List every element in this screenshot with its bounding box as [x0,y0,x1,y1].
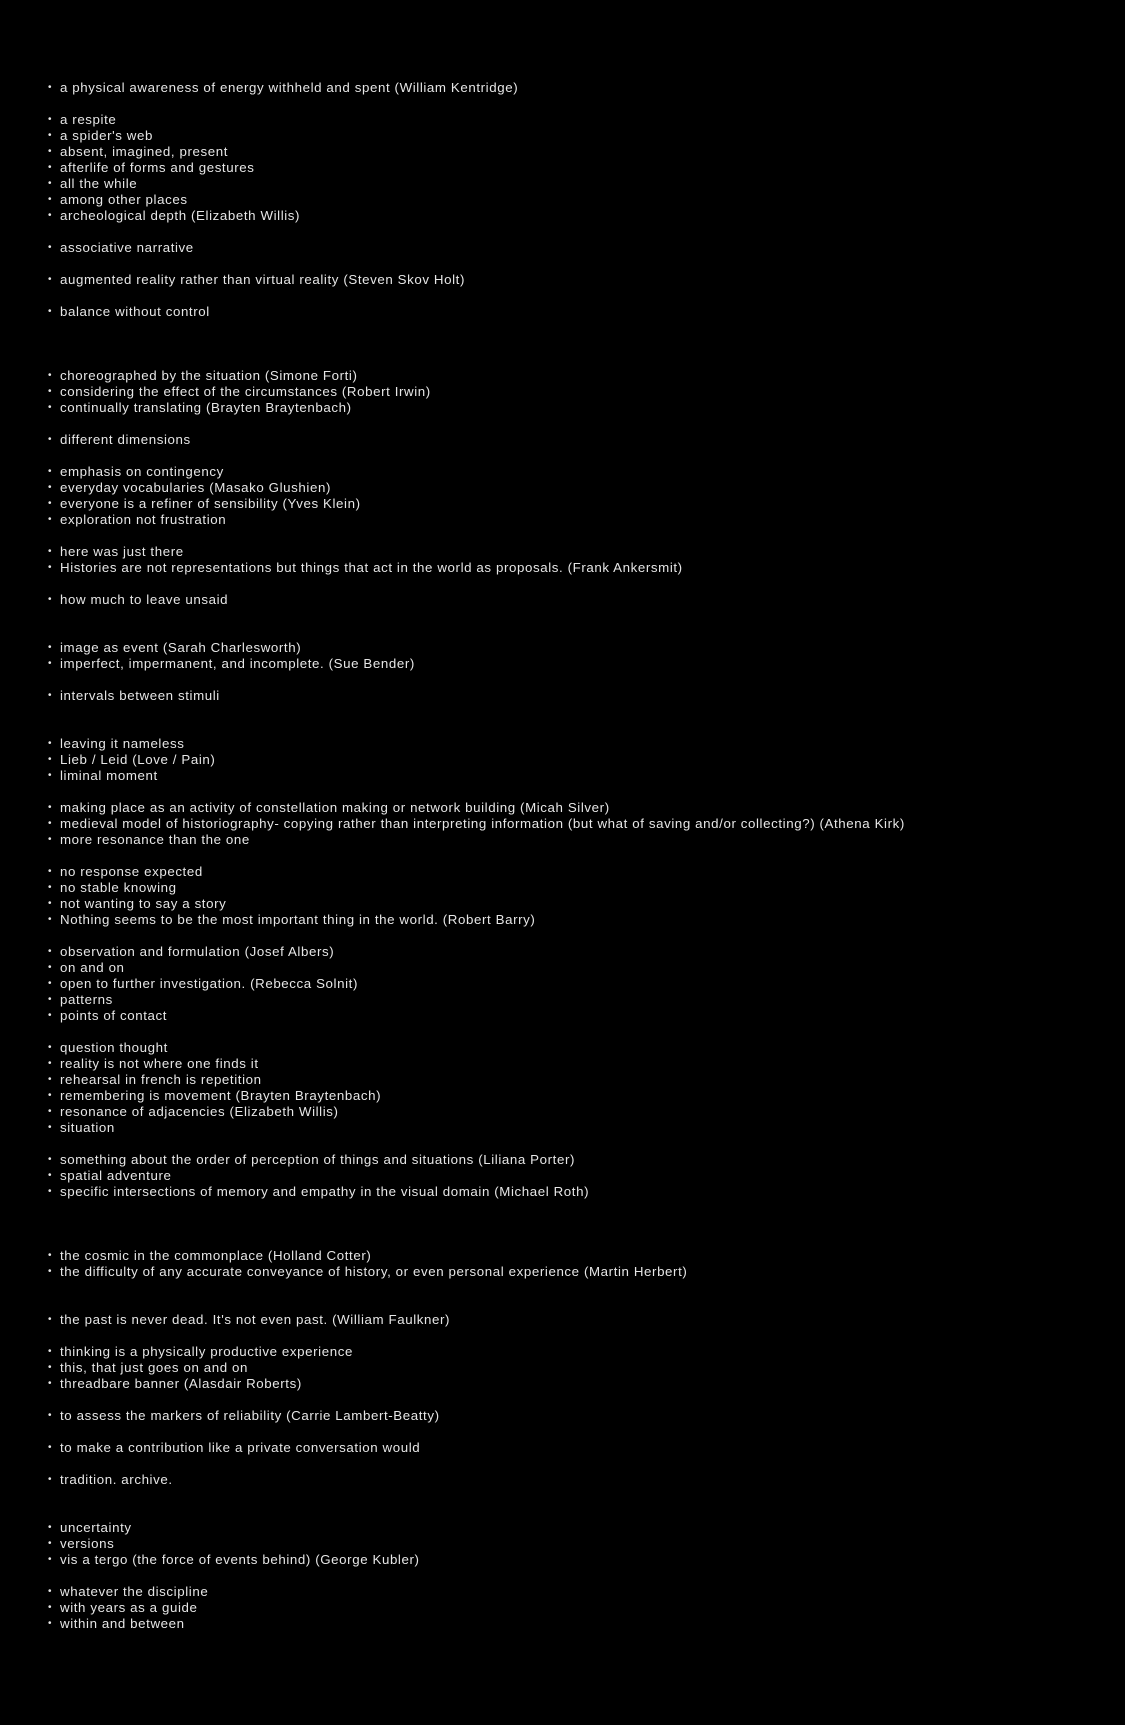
list-item [48,1408,1125,1424]
list-item-text: situation [60,1120,115,1135]
list-item [48,592,1125,608]
list-item-text: tradition. archive. [60,1472,173,1487]
list-item-text: emphasis on contingency [60,464,224,479]
bullet-icon: • [48,754,53,765]
bullet-icon: • [48,1554,53,1565]
bullet-icon: • [48,482,53,493]
list-gap [48,1216,1125,1232]
list-item [48,800,1125,816]
list-item [48,816,1125,832]
bullet-icon: • [48,466,53,477]
list-gap [48,848,1125,864]
list-item [48,1536,1125,1552]
list-item-text: versions [60,1536,115,1551]
list-gap [48,224,1125,240]
bullet-icon: • [48,306,53,317]
list-gap [48,96,1125,112]
list-gap [48,1280,1125,1296]
list-item [48,1040,1125,1056]
list-item-text: patterns [60,992,113,1007]
list-item-text: more resonance than the one [60,832,250,847]
list-gap [48,352,1125,368]
list-item-text: vis a tergo (the force of events behind) (George Kubler) [60,1552,420,1567]
list-item [48,496,1125,512]
list-item-text: no stable knowing [60,880,177,895]
list-item-text: everyone is a refiner of sensibility (Yves Klein) [60,496,361,511]
bullet-icon: • [48,882,53,893]
list-gap [48,320,1125,336]
list-item [48,560,1125,576]
list-gap [48,448,1125,464]
list-item-text: the difficulty of any accurate conveyance of history, or even personal experience (Martin Herbert) [60,1264,688,1279]
list-gap [48,1424,1125,1440]
bullet-icon: • [48,1362,53,1373]
list-item-text: here was just there [60,544,184,559]
list-item [48,512,1125,528]
bullet-icon: • [48,1602,53,1613]
bullet-icon: • [48,162,53,173]
list-item-text: augmented reality rather than virtual reality (Steven Skov Holt) [60,272,465,287]
list-item [48,752,1125,768]
bullet-icon: • [48,386,53,397]
list-item [48,656,1125,672]
list-item-text: medieval model of historiography- copying rather than interpreting information (but what of saving and/or collecting?) (Athena Kirk) [60,816,905,831]
list-item-text: open to further investigation. (Rebecca Solnit) [60,976,358,991]
bullet-icon: • [48,498,53,509]
list-gap [48,336,1125,352]
list-item [48,480,1125,496]
list-item-text: considering the effect of the circumstances (Robert Irwin) [60,384,431,399]
list-item [48,1312,1125,1328]
bullet-icon: • [48,1586,53,1597]
bullet-icon: • [48,546,53,557]
bullet-icon: • [48,562,53,573]
list-item [48,176,1125,192]
bullet-icon: • [48,962,53,973]
list-item [48,1472,1125,1488]
list-item [48,192,1125,208]
list-item-text: points of contact [60,1008,168,1023]
bullet-icon: • [48,802,53,813]
bullet-icon: • [48,1314,53,1325]
list-item [48,1616,1125,1632]
list-item-text: the past is never dead. It's not even past. (William Faulkner) [60,1312,451,1327]
list-item-text: thinking is a physically productive experience [60,1344,353,1359]
list-item [48,896,1125,912]
bullet-icon: • [48,82,53,93]
list-item-text: archeological depth (Elizabeth Willis) [60,208,301,223]
bullet-icon: • [48,210,53,221]
bullet-icon: • [48,866,53,877]
list-item [48,1120,1125,1136]
bullet-icon: • [48,130,53,141]
list-item [48,128,1125,144]
list-item [48,160,1125,176]
bullet-icon: • [48,1442,53,1453]
list-item-text: Histories are not representations but things that act in the world as proposals. (Frank Ankersmit) [60,560,683,575]
list-item [48,768,1125,784]
list-item [48,1104,1125,1120]
list-gap [48,1456,1125,1472]
list-item [48,640,1125,656]
bullet-icon: • [48,738,53,749]
list-item [48,880,1125,896]
list-item-text: all the while [60,176,138,191]
list-item-text: something about the order of perception of things and situations (Liliana Porter) [60,1152,576,1167]
list-item [48,304,1125,320]
list-gap [48,416,1125,432]
list-item-text: to assess the markers of reliability (Carrie Lambert-Beatty) [60,1408,440,1423]
list-item [48,944,1125,960]
bullet-icon: • [48,242,53,253]
bullet-icon: • [48,770,53,781]
list-item [48,1264,1125,1280]
list-item-text: leaving it nameless [60,736,185,751]
list-gap [48,1136,1125,1152]
bullet-icon: • [48,994,53,1005]
bullet-icon: • [48,1250,53,1261]
list-item [48,1168,1125,1184]
bullet-icon: • [48,1474,53,1485]
list-item [48,960,1125,976]
list-item-text: the cosmic in the commonplace (Holland Cotter) [60,1248,372,1263]
list-gap [48,1504,1125,1520]
list-item [48,1088,1125,1104]
list-item [48,1584,1125,1600]
bullet-icon: • [48,402,53,413]
bullet-icon: • [48,194,53,205]
list-item [48,832,1125,848]
list-item-text: a physical awareness of energy withheld and spent (William Kentridge) [60,80,519,95]
list-item-text: remembering is movement (Brayten Braytenbach) [60,1088,382,1103]
bullet-icon: • [48,178,53,189]
list-item-text: absent, imagined, present [60,144,229,159]
list-item-text: different dimensions [60,432,191,447]
list-item-text: among other places [60,192,188,207]
list-item-text: a respite [60,112,117,127]
list-item-text: spatial adventure [60,1168,172,1183]
list-gap [48,576,1125,592]
list-item-text: Nothing seems to be the most important thing in the world. (Robert Barry) [60,912,536,927]
list-item-text: a spider's web [60,128,153,143]
list-item [48,432,1125,448]
list-item-text: rehearsal in french is repetition [60,1072,262,1087]
bullet-icon: • [48,1074,53,1085]
bullet-icon: • [48,514,53,525]
bullet-icon: • [48,642,53,653]
list-item-text: everyday vocabularies (Masako Glushien) [60,480,331,495]
list-item-text: no response expected [60,864,203,879]
list-gap [48,1328,1125,1344]
bullet-icon: • [48,978,53,989]
list-gap [48,784,1125,800]
list-item-text: this, that just goes on and on [60,1360,249,1375]
list-item [48,1360,1125,1376]
list-gap [48,288,1125,304]
bullet-icon: • [48,146,53,157]
list-item [48,384,1125,400]
list-gap [48,1568,1125,1584]
list-item [48,736,1125,752]
list-item [48,1008,1125,1024]
list-item-text: on and on [60,960,125,975]
list-gap [48,624,1125,640]
bullet-icon: • [48,834,53,845]
list-item [48,144,1125,160]
list-item [48,1184,1125,1200]
bullet-icon: • [48,946,53,957]
list-item [48,1376,1125,1392]
list-item-text: choreographed by the situation (Simone Forti) [60,368,358,383]
list-item-text: making place as an activity of constellation making or network building (Micah Silver) [60,800,610,815]
list-item [48,912,1125,928]
list-item [48,240,1125,256]
list-item [48,1520,1125,1536]
bullet-icon: • [48,114,53,125]
list-item [48,1248,1125,1264]
list-gap [48,608,1125,624]
list-item-text: image as event (Sarah Charlesworth) [60,640,302,655]
list-item [48,1344,1125,1360]
bullet-icon: • [48,370,53,381]
bullet-icon: • [48,1154,53,1165]
list-item-text: balance without control [60,304,210,319]
bullet-icon: • [48,818,53,829]
list-item-text: specific intersections of memory and empathy in the visual domain (Michael Roth) [60,1184,590,1199]
bullet-icon: • [48,658,53,669]
list-item [48,544,1125,560]
list-gap [48,256,1125,272]
list-item-text: reality is not where one finds it [60,1056,259,1071]
list-item-text: with years as a guide [60,1600,198,1615]
bullet-icon: • [48,1538,53,1549]
list-item [48,1600,1125,1616]
list-item-text: within and between [60,1616,185,1631]
list-gap [48,672,1125,688]
list-gap [48,1200,1125,1216]
bullet-icon: • [48,1122,53,1133]
list-item-text: how much to leave unsaid [60,592,229,607]
list-item-text: intervals between stimuli [60,688,220,703]
list-item-text: whatever the discipline [60,1584,209,1599]
list-item-text: observation and formulation (Josef Albers) [60,944,335,959]
bullet-icon: • [48,1106,53,1117]
bullet-icon: • [48,594,53,605]
list-item-text: liminal moment [60,768,158,783]
list-gap [48,1296,1125,1312]
bullet-icon: • [48,1266,53,1277]
bullet-icon: • [48,914,53,925]
list-gap [48,704,1125,720]
list-gap [48,1024,1125,1040]
bullet-list [48,80,1125,1632]
list-item [48,208,1125,224]
bullet-icon: • [48,434,53,445]
list-item-text: not wanting to say a story [60,896,227,911]
bullet-icon: • [48,1058,53,1069]
list-item-text: associative narrative [60,240,194,255]
list-item [48,864,1125,880]
bullet-icon: • [48,274,53,285]
list-item-text: to make a contribution like a private conversation would [60,1440,421,1455]
list-item [48,464,1125,480]
bullet-icon: • [48,898,53,909]
bullet-icon: • [48,1010,53,1021]
list-item [48,992,1125,1008]
list-item-text: question thought [60,1040,168,1055]
list-gap [48,1392,1125,1408]
list-item-text: imperfect, impermanent, and incomplete. (Sue Bender) [60,656,415,671]
bullet-icon: • [48,1090,53,1101]
list-gap [48,1232,1125,1248]
list-item-text: afterlife of forms and gestures [60,160,255,175]
list-item [48,400,1125,416]
bullet-icon: • [48,1170,53,1181]
list-item [48,1072,1125,1088]
bullet-icon: • [48,1346,53,1357]
list-item [48,1552,1125,1568]
list-item [48,688,1125,704]
list-item-text: uncertainty [60,1520,132,1535]
bullet-icon: • [48,690,53,701]
bullet-icon: • [48,1618,53,1629]
list-item-text: threadbare banner (Alasdair Roberts) [60,1376,302,1391]
bullet-icon: • [48,1042,53,1053]
list-gap [48,528,1125,544]
bullet-icon: • [48,1186,53,1197]
list-item [48,1056,1125,1072]
list-item [48,1440,1125,1456]
list-item [48,368,1125,384]
list-gap [48,1488,1125,1504]
bullet-icon: • [48,1522,53,1533]
list-gap [48,720,1125,736]
list-item [48,1152,1125,1168]
list-item-text: Lieb / Leid (Love / Pain) [60,752,216,767]
list-item [48,80,1125,96]
list-item-text: resonance of adjacencies (Elizabeth Willis) [60,1104,339,1119]
list-item-text: continually translating (Brayten Braytenbach) [60,400,352,415]
bullet-icon: • [48,1378,53,1389]
list-item-text: exploration not frustration [60,512,227,527]
list-item [48,976,1125,992]
list-item [48,272,1125,288]
bullet-icon: • [48,1410,53,1421]
list-gap [48,928,1125,944]
list-item [48,112,1125,128]
